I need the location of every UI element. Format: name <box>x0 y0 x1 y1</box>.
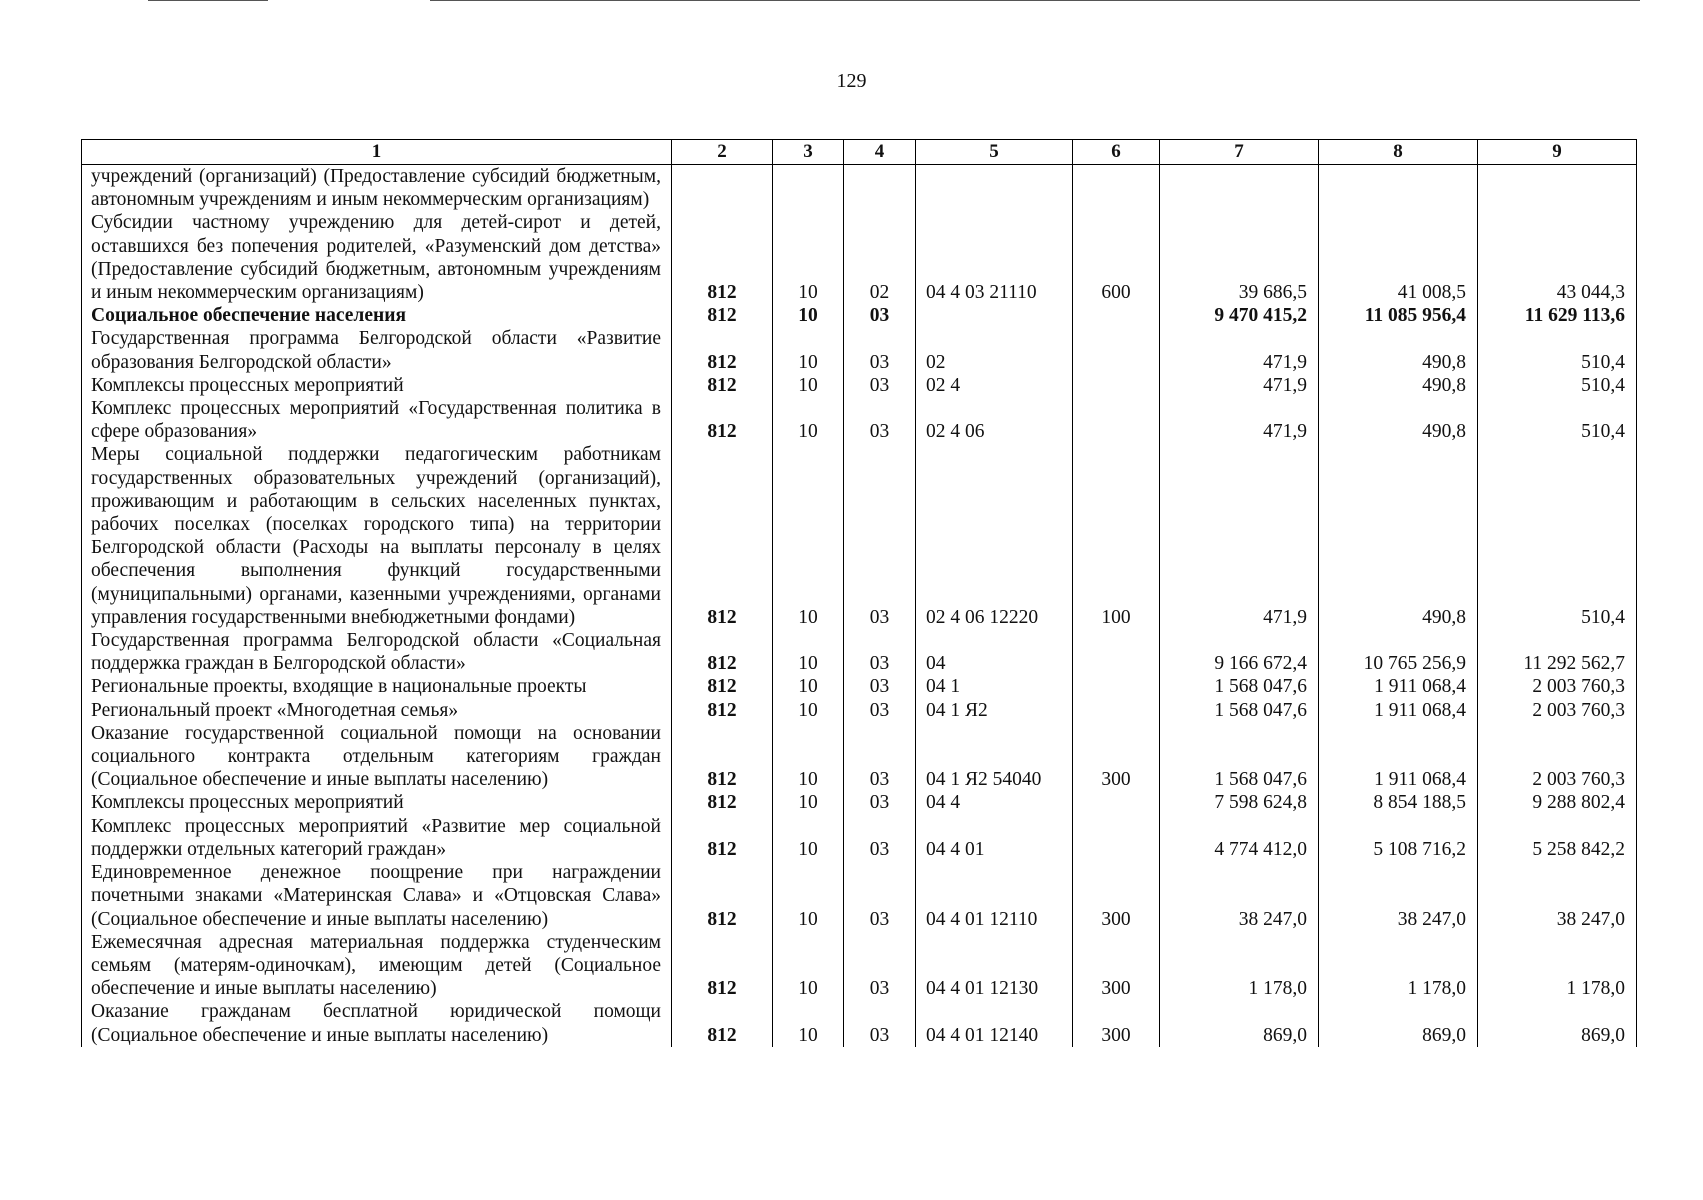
subsection-code: 03 <box>844 931 916 1001</box>
column-header: 5 <box>916 140 1073 165</box>
admin-code: 812 <box>672 374 773 397</box>
row-name: Оказание государственной социальной помощи на основании социального контракта отдельным категориям граждан (Социальное обеспечение и иные выплаты населению) <box>82 722 672 792</box>
expense-type-code: 600 <box>1073 211 1160 304</box>
target-article-code: 02 4 06 <box>916 397 1073 443</box>
row-name: Комплексы процессных мероприятий <box>82 791 672 814</box>
amount-year-3: 2 003 760,3 <box>1478 699 1637 722</box>
subsection-code: 03 <box>844 304 916 327</box>
amount-year-2: 1 178,0 <box>1319 931 1478 1001</box>
section-code: 10 <box>773 675 844 698</box>
admin-code: 812 <box>672 1000 773 1046</box>
table-row <box>82 722 1637 792</box>
admin-code: 812 <box>672 699 773 722</box>
table-row <box>82 629 1637 675</box>
target-article-code: 02 4 06 12220 <box>916 443 1073 629</box>
target-article-code: 04 1 <box>916 675 1073 698</box>
section-code: 10 <box>773 931 844 1001</box>
amount-year-1: 1 178,0 <box>1160 931 1319 1001</box>
amount-year-2 <box>1319 165 1478 212</box>
subsection-code: 03 <box>844 722 916 792</box>
row-name: Комплекс процессных мероприятий «Государственная политика в сфере образования» <box>82 397 672 443</box>
amount-year-3: 9 288 802,4 <box>1478 791 1637 814</box>
subsection-code: 03 <box>844 861 916 931</box>
column-header: 9 <box>1478 140 1637 165</box>
section-code: 10 <box>773 629 844 675</box>
row-name: Государственная программа Белгородской области «Развитие образования Белгородской области» <box>82 327 672 373</box>
expense-type-code <box>1073 397 1160 443</box>
expense-type-code <box>1073 304 1160 327</box>
target-article-code: 02 <box>916 327 1073 373</box>
column-header: 6 <box>1073 140 1160 165</box>
amount-year-2: 490,8 <box>1319 327 1478 373</box>
admin-code: 812 <box>672 211 773 304</box>
amount-year-2: 38 247,0 <box>1319 861 1478 931</box>
subsection-code: 03 <box>844 1000 916 1046</box>
amount-year-2: 41 008,5 <box>1319 211 1478 304</box>
amount-year-2: 5 108 716,2 <box>1319 815 1478 861</box>
amount-year-2: 1 911 068,4 <box>1319 722 1478 792</box>
row-name: Социальное обеспечение населения <box>82 304 672 327</box>
amount-year-3: 43 044,3 <box>1478 211 1637 304</box>
amount-year-3: 510,4 <box>1478 397 1637 443</box>
column-header: 3 <box>773 140 844 165</box>
admin-code: 812 <box>672 931 773 1001</box>
section-code: 10 <box>773 374 844 397</box>
amount-year-3: 869,0 <box>1478 1000 1637 1046</box>
admin-code: 812 <box>672 722 773 792</box>
target-article-code: 04 4 01 <box>916 815 1073 861</box>
subsection-code: 02 <box>844 211 916 304</box>
amount-year-2: 490,8 <box>1319 374 1478 397</box>
column-header: 7 <box>1160 140 1319 165</box>
expense-type-code <box>1073 165 1160 212</box>
amount-year-1: 9 470 415,2 <box>1160 304 1319 327</box>
amount-year-3: 510,4 <box>1478 443 1637 629</box>
expense-type-code <box>1073 791 1160 814</box>
target-article-code: 04 4 01 12130 <box>916 931 1073 1001</box>
section-code <box>773 165 844 212</box>
amount-year-1: 471,9 <box>1160 397 1319 443</box>
row-name: Комплекс процессных мероприятий «Развитие мер социальной поддержки отдельных категорий граждан» <box>82 815 672 861</box>
section-code: 10 <box>773 211 844 304</box>
table-row <box>82 304 1637 327</box>
target-article-code: 04 1 Я2 54040 <box>916 722 1073 792</box>
admin-code: 812 <box>672 397 773 443</box>
budget-table <box>81 139 1637 1047</box>
amount-year-1: 39 686,5 <box>1160 211 1319 304</box>
amount-year-1: 1 568 047,6 <box>1160 675 1319 698</box>
expense-type-code <box>1073 699 1160 722</box>
page-number: 129 <box>836 70 867 92</box>
expense-type-code: 100 <box>1073 443 1160 629</box>
expense-type-code <box>1073 815 1160 861</box>
amount-year-1: 4 774 412,0 <box>1160 815 1319 861</box>
table-row <box>82 699 1637 722</box>
scan-edge-line <box>148 0 268 1</box>
subsection-code: 03 <box>844 327 916 373</box>
row-name: Региональный проект «Многодетная семья» <box>82 699 672 722</box>
admin-code: 812 <box>672 791 773 814</box>
section-code: 10 <box>773 722 844 792</box>
table-row <box>82 1000 1637 1046</box>
section-code: 10 <box>773 327 844 373</box>
section-code: 10 <box>773 815 844 861</box>
section-code: 10 <box>773 791 844 814</box>
subsection-code: 03 <box>844 791 916 814</box>
amount-year-1: 471,9 <box>1160 374 1319 397</box>
admin-code: 812 <box>672 675 773 698</box>
column-header: 1 <box>82 140 672 165</box>
amount-year-1: 38 247,0 <box>1160 861 1319 931</box>
target-article-code: 04 1 Я2 <box>916 699 1073 722</box>
amount-year-2: 10 765 256,9 <box>1319 629 1478 675</box>
amount-year-2: 490,8 <box>1319 443 1478 629</box>
amount-year-2: 8 854 188,5 <box>1319 791 1478 814</box>
subsection-code: 03 <box>844 397 916 443</box>
amount-year-3: 2 003 760,3 <box>1478 722 1637 792</box>
expense-type-code: 300 <box>1073 722 1160 792</box>
amount-year-3 <box>1478 165 1637 212</box>
section-code: 10 <box>773 861 844 931</box>
table-row <box>82 815 1637 861</box>
table-row <box>82 374 1637 397</box>
amount-year-3: 1 178,0 <box>1478 931 1637 1001</box>
expense-type-code <box>1073 327 1160 373</box>
column-header: 4 <box>844 140 916 165</box>
row-name: Региональные проекты, входящие в национальные проекты <box>82 675 672 698</box>
target-article-code: 04 4 <box>916 791 1073 814</box>
amount-year-1: 869,0 <box>1160 1000 1319 1046</box>
table-row <box>82 327 1637 373</box>
table-row <box>82 211 1637 304</box>
table-row <box>82 861 1637 931</box>
admin-code: 812 <box>672 327 773 373</box>
table-row <box>82 675 1637 698</box>
table-row <box>82 443 1637 629</box>
amount-year-3: 11 629 113,6 <box>1478 304 1637 327</box>
amount-year-2: 1 911 068,4 <box>1319 675 1478 698</box>
amount-year-1: 1 568 047,6 <box>1160 722 1319 792</box>
subsection-code <box>844 165 916 212</box>
expense-type-code: 300 <box>1073 1000 1160 1046</box>
table-row <box>82 165 1637 212</box>
amount-year-3: 510,4 <box>1478 374 1637 397</box>
section-code: 10 <box>773 1000 844 1046</box>
row-name: Государственная программа Белгородской области «Социальная поддержка граждан в Белгородской области» <box>82 629 672 675</box>
expense-type-code <box>1073 374 1160 397</box>
amount-year-1: 471,9 <box>1160 327 1319 373</box>
row-name: Меры социальной поддержки педагогическим работникам государственных образовательных учреждений (организаций), проживающим и работающим в сельских населенных пунктах, рабочих поселках (поселках городского типа) на территории Белгородской области (Расходы на выплаты персоналу в целях обеспечения выполнения функций государственными (муниципальными) органами, казенными учреждениями, органами управления государственными внебюджетными фондами) <box>82 443 672 629</box>
section-code: 10 <box>773 699 844 722</box>
subsection-code: 03 <box>844 699 916 722</box>
target-article-code <box>916 304 1073 327</box>
admin-code: 812 <box>672 304 773 327</box>
column-header: 8 <box>1319 140 1478 165</box>
amount-year-2: 11 085 956,4 <box>1319 304 1478 327</box>
amount-year-3: 510,4 <box>1478 327 1637 373</box>
row-name: Единовременное денежное поощрение при награждении почетными знаками «Материнская Слава» и «Отцовская Слава» (Социальное обеспечение и иные выплаты населению) <box>82 861 672 931</box>
amount-year-3: 38 247,0 <box>1478 861 1637 931</box>
target-article-code: 04 <box>916 629 1073 675</box>
subsection-code: 03 <box>844 675 916 698</box>
row-name: Субсидии частному учреждению для детей-сирот и детей, оставшихся без попечения родителей, «Разуменский дом детства» (Предоставление субсидий бюджетным, автономным учреждениям и иным некоммерческим организациям) <box>82 211 672 304</box>
subsection-code: 03 <box>844 443 916 629</box>
amount-year-3: 11 292 562,7 <box>1478 629 1637 675</box>
table-row <box>82 397 1637 443</box>
target-article-code <box>916 165 1073 212</box>
amount-year-1 <box>1160 165 1319 212</box>
target-article-code: 04 4 01 12110 <box>916 861 1073 931</box>
section-code: 10 <box>773 397 844 443</box>
target-article-code: 04 4 03 21110 <box>916 211 1073 304</box>
amount-year-2: 869,0 <box>1319 1000 1478 1046</box>
admin-code <box>672 165 773 212</box>
amount-year-1: 1 568 047,6 <box>1160 699 1319 722</box>
amount-year-1: 7 598 624,8 <box>1160 791 1319 814</box>
admin-code: 812 <box>672 629 773 675</box>
amount-year-3: 5 258 842,2 <box>1478 815 1637 861</box>
subsection-code: 03 <box>844 629 916 675</box>
row-name: Ежемесячная адресная материальная поддержка студенческим семьям (матерям-одиночкам), имеющим детей (Социальное обеспечение и иные выплаты населению) <box>82 931 672 1001</box>
amount-year-2: 490,8 <box>1319 397 1478 443</box>
section-code: 10 <box>773 304 844 327</box>
subsection-code: 03 <box>844 374 916 397</box>
expense-type-code: 300 <box>1073 931 1160 1001</box>
admin-code: 812 <box>672 443 773 629</box>
amount-year-1: 471,9 <box>1160 443 1319 629</box>
admin-code: 812 <box>672 815 773 861</box>
table-row <box>82 931 1637 1001</box>
row-name: Оказание гражданам бесплатной юридической помощи (Социальное обеспечение и иные выплаты населению) <box>82 1000 672 1046</box>
table-row <box>82 791 1637 814</box>
amount-year-1: 9 166 672,4 <box>1160 629 1319 675</box>
scan-edge-line <box>430 0 1640 1</box>
admin-code: 812 <box>672 861 773 931</box>
expense-type-code: 300 <box>1073 861 1160 931</box>
row-name: Комплексы процессных мероприятий <box>82 374 672 397</box>
row-name: учреждений (организаций) (Предоставление субсидий бюджетным, автономным учреждениям и иным некоммерческим организациям) <box>82 165 672 212</box>
column-numbers-row <box>82 140 1637 165</box>
section-code: 10 <box>773 443 844 629</box>
amount-year-2: 1 911 068,4 <box>1319 699 1478 722</box>
table-body <box>82 165 1637 1047</box>
expense-type-code <box>1073 675 1160 698</box>
amount-year-3: 2 003 760,3 <box>1478 675 1637 698</box>
column-header: 2 <box>672 140 773 165</box>
subsection-code: 03 <box>844 815 916 861</box>
target-article-code: 04 4 01 12140 <box>916 1000 1073 1046</box>
expense-type-code <box>1073 629 1160 675</box>
target-article-code: 02 4 <box>916 374 1073 397</box>
